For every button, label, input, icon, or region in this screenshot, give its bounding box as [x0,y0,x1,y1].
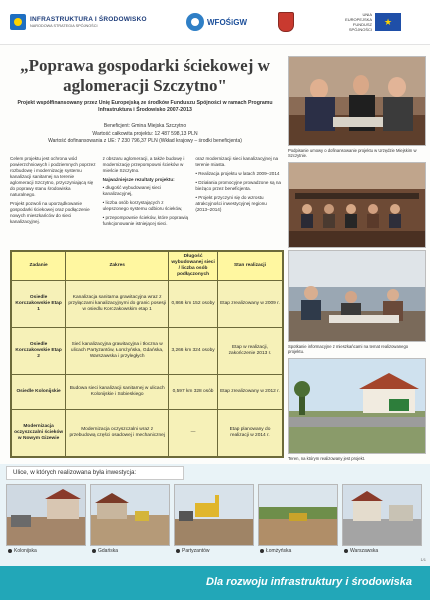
total-value-line: Wartość całkowita projektu: 12 487 598,13 PLN [92,130,198,137]
column-paragraph: oraz modernizacji sieci kanalizacyjnej na terenie miasta. [195,156,279,167]
column-paragraph: • liczba osób korzystających z ulepszonego systemu odbioru ścieków, [102,200,183,211]
table-cell: Osiedle Korczakowskie Etap 2 [12,328,66,375]
table-cell: Osiedle Kolonijskie [12,375,66,410]
cofinancing-line: Wartość dofinansowania z UE: 7 230 796,37 PLN (Wkład krajowy – środki beneficjenta) [48,138,242,144]
body-column-1 [10,156,97,248]
street-thumb-4 [258,484,338,546]
table-header: Długość wybudowanej sieci / liczba osób podłączonych [169,252,218,281]
project-subtitle: Projekt współfinansowany przez Unię Europejską ze środków Funduszu Spójności w ramach Programu Infrastruktura i Środowisko 2007-2013 [17,100,273,113]
column-heading: Najważniejsze rezultaty projektu: [102,177,175,182]
street-caption-2 [92,548,118,554]
table-row [12,409,283,456]
street-name: Gdańska [98,548,119,554]
table-cell: Modernizacja oczyszczalni wraz z przebudową części osadowej i mechanicznej [66,409,169,456]
crest-icon [278,12,294,32]
table-header-row [12,252,283,281]
street-caption-3 [176,548,210,554]
column-paragraph: Projekt pozwoli na uporządkowanie gospodarki ściekowej oraz podłączenie nowych mieszkańców do sieci kanalizacyjnej. [10,201,90,224]
table-cell: Etap zrealizowany w 2012 r. [217,375,282,410]
column-paragraph: • Realizacja projektu w latach 2009–2014 [195,171,280,176]
body-column-2 [103,156,190,248]
signing-photo-caption: Podpisanie umowy o dofinansowanie projektu w Urzędzie Miejskim w Szczytnie. [288,148,417,159]
table-cell: — [169,409,218,456]
beneficiary-line: Beneficjent: Gmina Miejska Szczytno [103,123,187,129]
table-cell: Osiedle Korczakowskie Etap 1 [12,281,66,328]
column-paragraph: z obszaru aglomeracji, a także budowę i modernizację przepompowni ścieków w mieście Szczytno. [102,156,185,173]
table-cell: 0,597 km 328 osób [169,375,218,410]
table-cell: Etap w realizacji, zakończenie 2013 r. [217,328,282,375]
table-cell: 0,866 km 152 osoby [169,281,218,328]
szczytno-crest [278,10,294,34]
streets-label: Ulice, w których realizowana była inwestycja: [6,466,184,480]
meeting-photo [288,250,426,342]
table-header: Stan realizacji [217,252,282,281]
wfosigw-logo-icon [186,13,204,31]
table-header: Zakres [66,252,169,281]
table-cell: Budowa sieci kanalizacji sanitarnej w ulicach Kolonijskie i Sobieskiego [66,375,169,410]
page-number: 1/1 [420,557,426,562]
eu-logo [338,10,401,34]
street-thumb-3 [174,484,254,546]
street-thumb-1 [6,484,86,546]
table-cell: Kanalizacja sanitarna grawitacyjna wraz z przyłączami kanalizacyjnymi do granic posesji w osiedlu Korczakowskim etap 1 [66,281,169,328]
eu-logo-caption: UNIA EUROPEJSKA FUNDUSZ SPÓJNOŚCI [345,12,372,32]
table-row [12,328,283,375]
column-paragraph: • przepompownie ścieków, które poprawią funkcjonowanie istniejącej sieci. [102,215,189,226]
street-name: Warszawska [350,548,379,554]
table-row [12,375,283,410]
column-paragraph: • długość wybudowanej sieci kanalizacyjnej, [102,185,161,196]
infrastructure-logo-icon [10,14,26,30]
eu-flag-icon: ★ [375,13,401,31]
signing-photo [288,56,426,146]
table-cell: Sieć kanalizacyjna grawitacyjna i tłoczna w ulicach Partyzantów, Łomżyńska, Gdańska, Warszawska i przyległych [66,328,169,375]
site-photo-caption: Teren, na którym realizowany jest projekt. [288,456,366,461]
logo-band [0,0,430,45]
street-thumb-5 [342,484,422,546]
table-cell: 3,266 km 324 osoby [169,328,218,375]
wfosigw-logo [186,10,247,34]
footer-slogan: Dla rozwoju infrastruktury i środowiska [206,576,412,588]
meeting-room-photo [288,162,426,248]
poster-title: „Poprawa gospodarki ściekowej w aglomeracji Szczytno" [20,56,270,95]
table-header: Zadanie [12,252,66,281]
tasks-table [10,250,284,458]
street-caption-1 [8,548,37,554]
site-photo [288,358,426,454]
table-cell: Etap planowany do realizacji w 2014 r. [217,409,282,456]
street-name: Partyzantów [182,548,210,554]
street-caption-4 [260,548,291,554]
infrastructure-logo [10,10,147,34]
body-columns [10,156,282,248]
street-caption-5 [344,548,378,554]
column-paragraph: • Projekt przyczyni się do wzrostu atrakcyjności inwestycyjnej regionu (2013–2014) [195,195,267,212]
meeting-photo-caption: Spotkanie informacyjne z mieszkańcami na temat realizowanego projektu. [288,344,409,355]
infrastructure-logo-subtitle: NARODOWA STRATEGIA SPÓJNOŚCI [30,24,98,28]
table-cell: Etap zrealizowany w 2009 r. [217,281,282,328]
table-cell: Modernizacja oczyszczalni ścieków w Nowym Gizewie [12,409,66,456]
street-thumb-2 [90,484,170,546]
street-name: Kolonijska [14,548,37,554]
street-name: Łomżyńska [266,548,292,554]
body-column-3 [195,156,282,248]
wfosigw-logo-text: WFOŚiGW [207,17,247,27]
table-row [12,281,283,328]
infrastructure-logo-title: INFRASTRUKTURA I ŚRODOWISKO [30,16,147,23]
column-paragraph: • Działania promocyjne prowadzone są na bieżąco przez beneficjenta. [195,180,281,191]
column-paragraph: Celem projektu jest ochrona wód powierzchniowych i podziemnych poprzez rozbudowę i modernizację systemu kanalizacji sanitarnej na terenie aglomeracji Szczytno, przyczyniającą się do poprawy stanu środowiska naturalnego. [10,156,96,197]
project-facts [14,123,276,146]
